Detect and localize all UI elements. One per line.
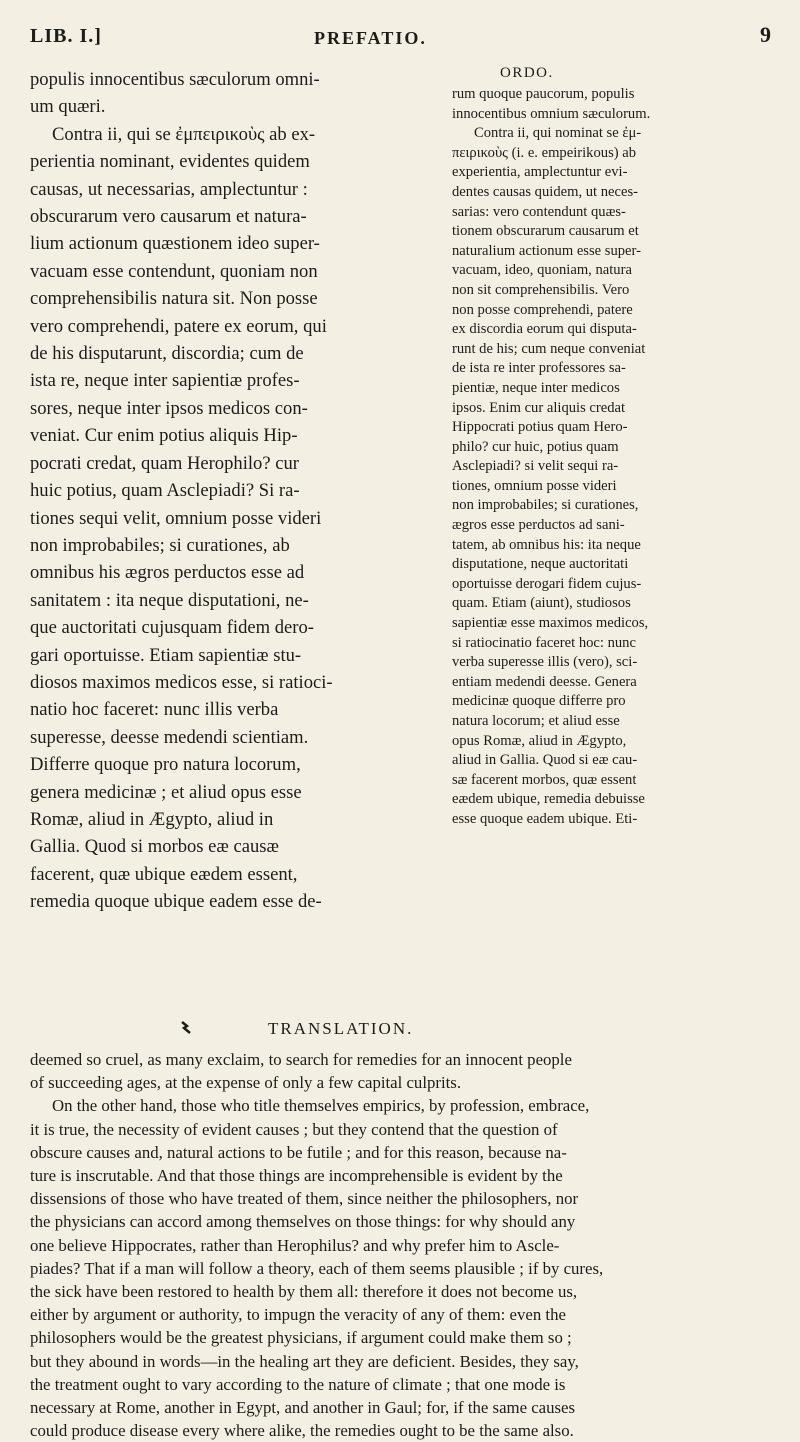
latin-line: tiones sequi velit, omnium posse videri [30,507,322,529]
latin-line: gari oportuisse. Etiam sapientiæ stu- [30,644,302,666]
translation-line: ture is inscrutable. And that those things are incomprehensible is evident by the [30,1166,563,1186]
translation-line: the sick have been restored to health by them all: therefore it does not become us, [30,1282,578,1302]
latin-line: perientia nominant, evidentes quidem [30,151,310,173]
ordo-line: ægros esse perductos ad sani- [452,517,625,534]
translation-line: one believe Hippocrates, rather than Herophilus? and why prefer him to Ascle- [30,1235,560,1255]
ordo-line: de ista re inter professores sa- [452,360,626,377]
translation-line: of succeeding ages, at the expense of only a few capital culprits. [30,1073,462,1093]
latin-line: vero comprehendi, patere ex eorum, qui [30,315,327,337]
translation-line: dissensions of those who have treated of them, since neither the philosophers, nor [30,1189,579,1209]
ordo-line: si ratiocinatio faceret hoc: nunc [452,634,636,651]
translation-line: the physicians can accord among themselves on those things: for why should any [30,1212,576,1232]
ordo-line: runt de his; cum neque conveniat [452,340,646,357]
ink-mark-icon [180,1020,194,1036]
ordo-line: natura locorum; et aliud esse [452,713,620,729]
ordo-heading: ORDO. [500,65,554,81]
ordo-line: Asclepiadi? si velit sequi ra- [452,458,619,475]
latin-line: huic potius, quam Asclepiadi? Si ra- [30,480,300,502]
latin-line: Romæ, aliud in Ægypto, aliud in [30,808,274,830]
latin-line: que auctoritati cujusquam fidem dero- [30,617,314,639]
ordo-line: pientiæ, neque inter medicos [452,379,620,396]
running-header-book: LIB. I.] [30,25,102,47]
ordo-line: tatem, ab omnibus his: ita neque [452,536,641,553]
ordo-line: entiam medendi deesse. Genera [452,673,637,690]
translation-line: the treatment ought to vary according to the nature of climate ; that one mode is [30,1374,566,1394]
ordo-line: sæ facerent morbos, quæ essent [452,771,637,788]
running-header-title: PREFATIO. [314,28,427,48]
translation-line: obscure causes and, natural actions to be futile ; and for this reason, because na- [30,1142,567,1162]
latin-line: causas, ut necessarias, amplectuntur : [30,178,308,200]
translation-line: could produce disease every where alike, the remedies ought to be the same also. [30,1421,574,1441]
translation-line: philosophers would be the greatest physicians, if argument could make them so ; [30,1328,572,1348]
ordo-line: opus Romæ, aliud in Ægypto, [452,732,627,749]
latin-text-column [30,66,420,916]
latin-line: comprehensibilis natura sit. Non posse [30,288,318,310]
ordo-line: vacuam, ideo, quoniam, natura [452,262,632,279]
ordo-line: innocentibus omnium sæculorum. [452,105,651,122]
translation-text [30,1048,780,1442]
latin-line: superesse, deesse medendi scientiam. [30,726,309,748]
latin-line: non improbabiles; si curationes, ab [30,534,290,556]
translation-line: either by argument or authority, to impugn the veracity of any of them: even the [30,1305,566,1325]
latin-line: Gallia. Quod si morbos eæ causæ [30,836,279,858]
latin-line: natio hoc faceret: nunc illis verba [30,699,279,721]
latin-line: Differre quoque pro natura locorum, [30,754,301,776]
latin-line: remedia quoque ubique eadem esse de- [30,891,322,913]
latin-line: ista re, neque inter sapientiæ profes- [30,370,300,392]
latin-line: omnibus his ægros perductos esse ad [30,562,305,584]
latin-line: veniat. Cur enim potius aliquis Hip- [30,425,298,447]
translation-line: deemed so cruel, as many exclaim, to search for remedies for an innocent people [30,1050,572,1069]
latin-line: Contra ii, qui se ἐμπειρικοὺς ab ex- [52,123,316,145]
translation-heading: TRANSLATION. [268,1019,414,1038]
ordo-line: non sit comprehensibilis. Vero [452,281,630,298]
ordo-line: tiones, omnium posse videri [452,477,617,494]
ordo-line: verba superesse illis (vero), sci- [452,654,638,671]
latin-line: pocrati credat, quam Herophilo? cur [30,452,299,474]
ordo-line: medicinæ quoque differre pro [452,693,626,710]
ordo-line: sarias: vero contendunt quæs- [452,203,626,220]
ordo-line: philo? cur huic, potius quam [452,438,619,455]
latin-line: facerent, quæ ubique eædem essent, [30,863,298,885]
ordo-line: ipsos. Enim cur aliquis credat [452,399,626,416]
ordo-line: aliud in Gallia. Quod si eæ cau- [452,752,638,769]
ordo-line: rum quoque paucorum, populis [452,86,635,102]
ordo-line: naturalium actionum esse super- [452,242,641,259]
latin-line: um quæri. [30,96,106,118]
ordo-line: sapientiæ esse maximos medicos, [452,615,649,632]
ordo-line: ex discordia eorum qui disputa- [452,321,637,338]
ordo-line: πειρικοὺς (i. e. empeirikous) ab [452,144,637,161]
ordo-line: eædem ubique, remedia debuisse [452,791,645,808]
ordo-line: esse quoque eadem ubique. Eti- [452,810,638,827]
ordo-line: disputatione, neque auctoritati [452,556,629,573]
latin-line: diosos maximos medicos esse, si ratioci- [30,671,333,693]
translation-line: piades? That if a man will follow a theory, each of them seems plausible ; if by cures, [30,1258,604,1278]
ordo-line: tionem obscurarum causarum et [452,223,639,240]
latin-line: populis innocentibus sæculorum omni- [30,69,320,90]
translation-line: necessary at Rome, another in Egypt, and another in Gaul; for, if the same causes [30,1398,576,1418]
latin-line: vacuam esse contendunt, quoniam non [30,260,318,282]
translation-line: it is true, the necessity of evident causes ; but they contend that the question of [30,1119,558,1139]
latin-line: lium actionum quæstionem ideo super- [30,233,320,255]
translation-line: On the other hand, those who title themselves empirics, by profession, embrace, [52,1096,590,1116]
ordo-text [452,85,782,830]
ordo-line: non improbabiles; si curationes, [452,497,639,514]
latin-line: sores, neque inter ipsos medicos con- [30,397,308,419]
latin-line: sanitatem : ita neque disputationi, ne- [30,589,309,611]
ordo-line: oportuisse derogari fidem cujus- [452,575,642,592]
ordo-line: experientia, amplectuntur evi- [452,164,628,181]
ordo-line: quam. Etiam (aiunt), studiosos [452,595,631,612]
ordo-line: dentes causas quidem, ut neces- [452,183,639,200]
ordo-line: non posse comprehendi, patere [452,301,633,318]
ordo-line: Contra ii, qui nominat se ἐμ- [474,125,642,142]
latin-line: genera medicinæ ; et aliud opus esse [30,781,302,803]
page-number: 9 [760,22,771,47]
translation-line: but they abound in words—in the healing art they are deficient. Besides, they say, [30,1351,579,1371]
latin-line: obscurarum vero causarum et natura- [30,206,307,228]
latin-line: de his disputarunt, discordia; cum de [30,343,304,365]
ordo-line: Hippocrati potius quam Hero- [452,419,628,436]
